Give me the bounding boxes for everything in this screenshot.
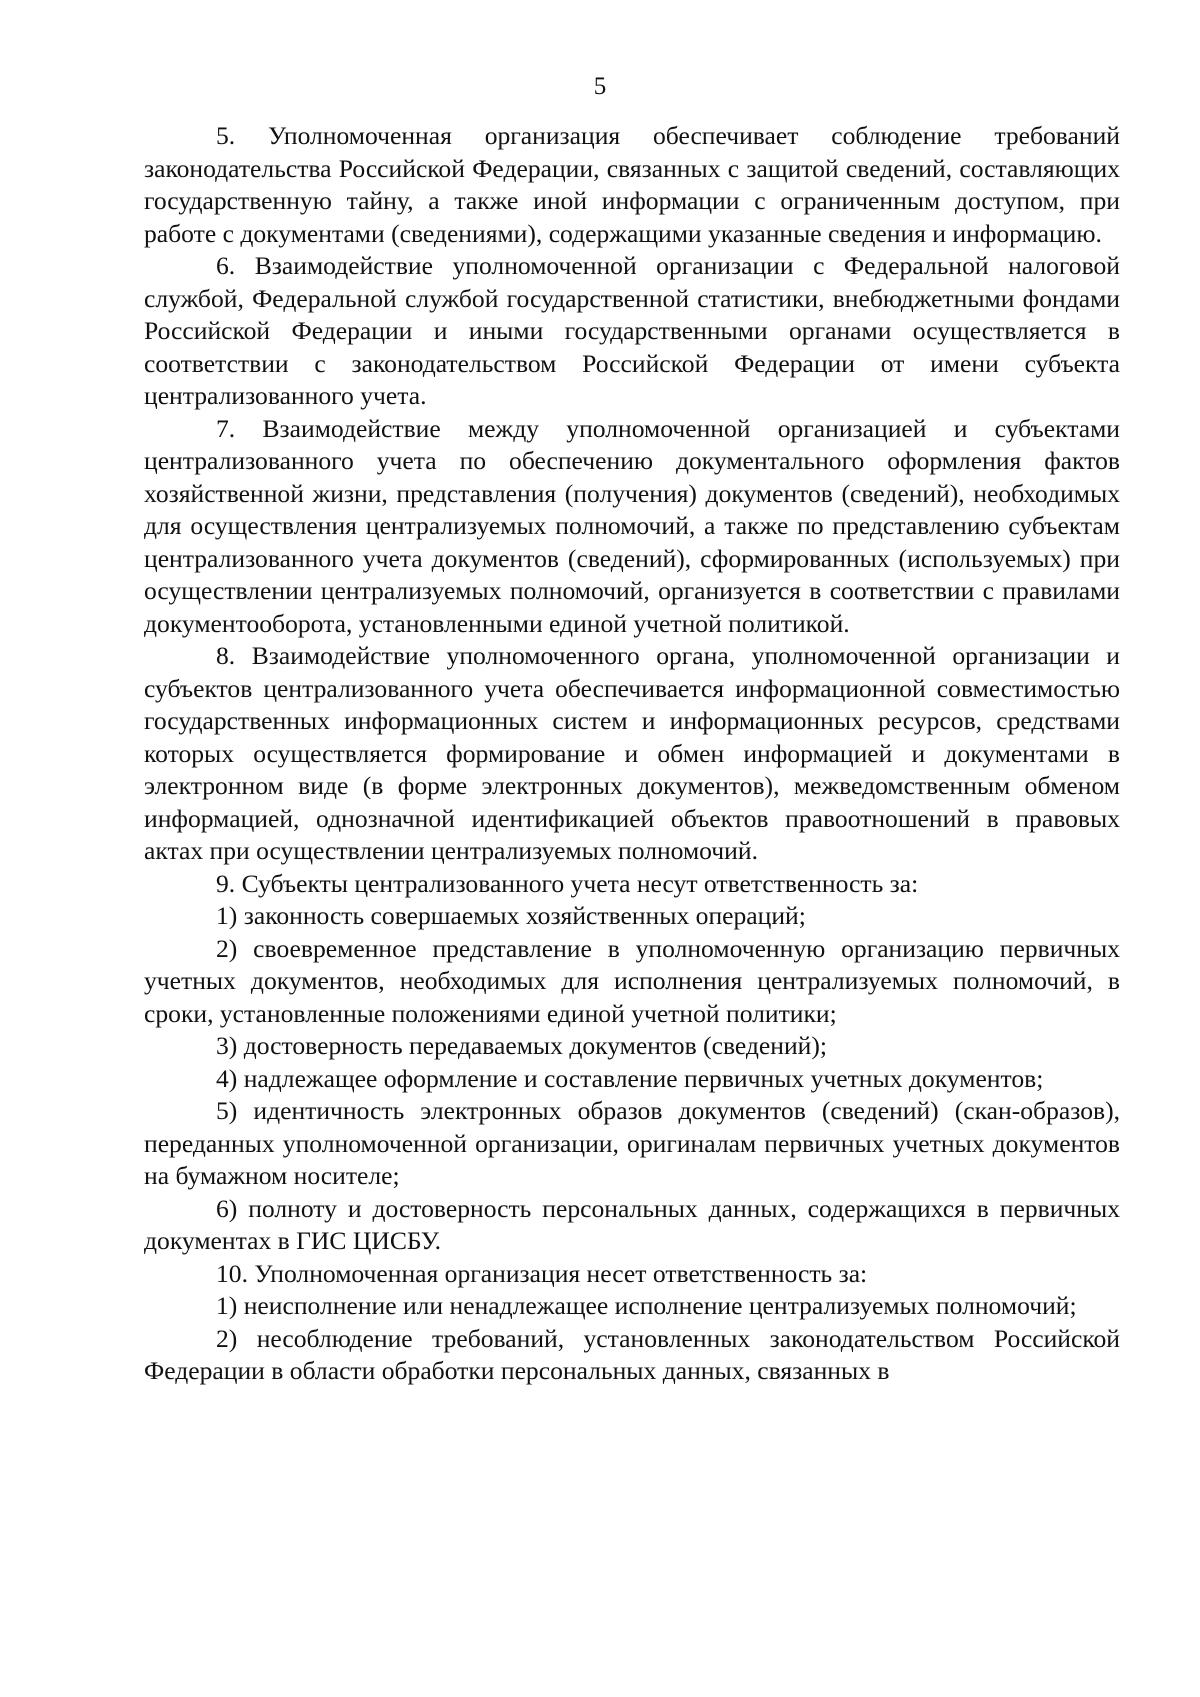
document-body (144, 120, 1120, 1388)
paragraph-9-item-6: 6) полноту и достоверность персональных данных, содержащихся в первичных документах в ГИС ЦИСБУ. (144, 1193, 1120, 1255)
paragraph-9-item-3: 3) достоверность передаваемых документов (сведений); (216, 1031, 828, 1060)
paragraph-9-item-2: 2) своевременное представление в уполномоченную организацию первичных учетных документов, необходимых для исполнения централизуемых полномочий, в сроки, установленные положениями единой учетной политики; (144, 933, 1120, 1028)
paragraph-5: 5. Уполномоченная организация обеспечивает соблюдение требований законодательства Российской Федерации, связанных с защитой сведений, составляющих государственную тайну, а также иной информации с ограниченным доступом, при работе с документами (сведениями), содержащими указанные сведения и информацию. (144, 121, 1120, 248)
paragraph-9-item-1: 1) законность совершаемых хозяйственных операций; (216, 901, 806, 930)
paragraph-6: 6. Взаимодействие уполномоченной организации с Федеральной налоговой службой, Федеральной службой государственной статистики, внебюджетными фондами Российской Федерации и иными государственными органами осуществляется в соответствии с законодательством Российской Федерации от имени субъекта централизованного учета. (144, 251, 1120, 410)
paragraph-9-heading: 9. Субъекты централизованного учета несут ответственность за: (216, 868, 919, 898)
paragraph-10-item-2: 2) несоблюдение требований, установленных законодательством Российской Федерации в области обработки персональных данных, связанных в (144, 1323, 1120, 1385)
paragraph-8: 8. Взаимодействие уполномоченного органа, уполномоченной организации и субъектов централизованного учета обеспечивается информационной совместимостью государственных информационных систем и информационных ресурсов, средствами которых осуществляется формирование и обмен информацией и документами в электронном виде (в форме электронных документов), межведомственным обменом информацией, однозначной идентификацией объектов правоотношений в правовых актах при осуществлении централизуемых полномочий. (144, 641, 1120, 865)
paragraph-9-item-4: 4) надлежащее оформление и составление первичных учетных документов; (216, 1063, 1044, 1093)
paragraph-10-heading: 10. Уполномоченная организация несет ответственность за: (216, 1258, 868, 1288)
paragraph-10-item-1: 1) неисполнение или ненадлежащее исполнение централизуемых полномочий; (216, 1291, 1077, 1320)
paragraph-7: 7. Взаимодействие между уполномоченной организацией и субъектами централизованного учета по обеспечению документального оформления фактов хозяйственной жизни, представления (получения) документов (сведений), необходимых для осуществления централизуемых полномочий, а также по представлению субъектам централизованного учета документов (сведений), сформированных (используемых) при осуществлении централизуемых полномочий, организуется в соответствии с правилами документооборота, установленными единой учетной политикой. (144, 413, 1120, 638)
page-number: 5 (593, 73, 607, 100)
paragraph-9-item-5: 5) идентичность электронных образов документов (сведений) (скан-образов), переданных уполномоченной организации, оригиналам первичных учетных документов на бумажном носителе; (144, 1096, 1120, 1190)
